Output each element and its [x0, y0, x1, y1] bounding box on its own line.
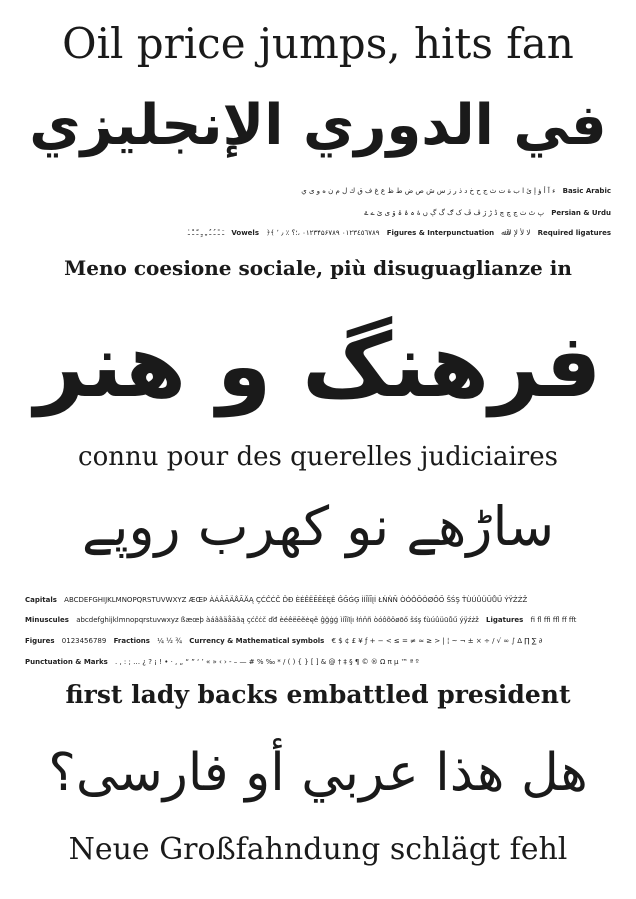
headline-urdu: ساڑھے نو کھرب روپے — [81, 495, 555, 558]
headline-arabic-question: هل هذا عربي أو فارسی؟ — [48, 743, 588, 803]
arabic-basic-chars: ء آ أ ؤ إ ئ ا ب ة ت ث ج ح خ د ذ ر ز س ش ص ض ط ظ ع غ ف ق ك ل م ن ه و ى ي — [301, 187, 556, 195]
required-ligatures-chars: لا لأ لإ لآ ﷲ — [501, 229, 531, 237]
ligatures-chars: fi fl ffi ffl ff fft — [530, 616, 577, 624]
latin-spec-row-3 — [20, 636, 616, 646]
headline-french: connu pour des querelles judiciaires — [78, 442, 558, 472]
punctuation-marks-label: Punctuation & Marks — [25, 658, 108, 666]
persian-urdu-label: Persian & Urdu — [551, 209, 611, 217]
headline-english-bold: first lady backs embattled president — [65, 680, 571, 709]
arabic-basic-label: Basic Arabic — [562, 187, 611, 195]
vowels-chars: ـَ ـً ـُ ـٌ ـِ ـٍ ـّ ـْ ـٰ — [187, 229, 225, 237]
currency-math-label: Currency & Mathematical symbols — [189, 637, 325, 645]
capitals-label: Capitals — [25, 596, 57, 604]
fractions-label: Fractions — [113, 637, 150, 645]
currency-math-chars: € $ ¢ £ ¥ ƒ + − < ≤ = ≠ ≈ ≥ > | ¦ ~ ¬ ± × ÷ / √ ∞ ∫ Δ ∏ ∑ ∂ — [331, 637, 543, 645]
figures-label: Figures — [25, 637, 55, 645]
minuscules-label: Minuscules — [25, 616, 69, 624]
latin-spec-row-4 — [20, 657, 616, 667]
figures-chars: 0123456789 — [61, 637, 107, 645]
fractions-chars: ¼ ½ ¾ — [157, 637, 182, 645]
capitals-chars: ABCDEFGHIJKLMNOPQRSTUVWXYZ ÆŒÞ ÀÁÂÃÄÅĀĂĄ ÇĆĈĊČ ĎĐ ÈÉÊËĒĔĖĘĚ ĜĞĠĢ ÌÍÎÏĪĮİ ŁŃŇÑ ÒÓÔÕÖØŌŐ ŠŚŞ ŤÙÚÛÜŪŮŰ ÝŸŹŻŽ — [64, 596, 528, 604]
figures-interpunctuation-chars: ٠١٢٣٤٥٦٧٨٩ ۰۱۲۳۴۵۶۷۸۹ ،؛؟ ٪ ٫ ٬ ﴾﴿ — [266, 229, 380, 237]
headline-english: Oil price jumps, hits fan — [62, 19, 574, 68]
latin-spec-row-2 — [20, 615, 616, 625]
persian-urdu-chars: پ ٹ ٺ ڃ چ ڇ ڈ ڑ ژ ڤ ڦ ک ګ گ ڳ ں ۀ ہ ۂ ۃ ۆ ی ێ ے ۓ — [364, 209, 545, 217]
headline-italian: Meno coesione sociale, più disuguaglianze in — [64, 256, 572, 280]
headline-german: Neue Großfahndung schlägt fehl — [68, 832, 568, 867]
required-ligatures-label: Required ligatures — [537, 229, 611, 237]
headline-arabic-1: في الدوري الإنجليزي — [29, 93, 607, 158]
arabic-spec-row-3 — [20, 228, 616, 238]
vowels-label: Vowels — [231, 229, 259, 237]
arabic-spec-row-1 — [20, 186, 616, 196]
figures-interpunctuation-label: Figures & Interpunctuation — [386, 229, 495, 237]
ligatures-label: Ligatures — [486, 616, 524, 624]
headline-persian: فرهنگ و هنر — [34, 314, 602, 417]
arabic-spec-row-2 — [20, 208, 616, 218]
minuscules-chars: abcdefghijklmnopqrstuvwxyz ßæœþ àáâãäåāăą çćĉċč ďđ èéêëēĕėęě ĝğġģ ìíîïīįı łńňñ òóôõöøōő šśş ťùúûüūůű ýÿźżž — [76, 616, 479, 624]
punctuation-marks-chars: . , : ; … ¿ ? ¡ ! • · ‚ „ “ ” ‘ ’ « » ‹ › - – — # % ‰ * / ( ) { } [ ] & @ † ‡ § ¶ © ® Ω π µ ™ ª º — [115, 658, 419, 666]
latin-spec-row-1 — [20, 595, 616, 605]
